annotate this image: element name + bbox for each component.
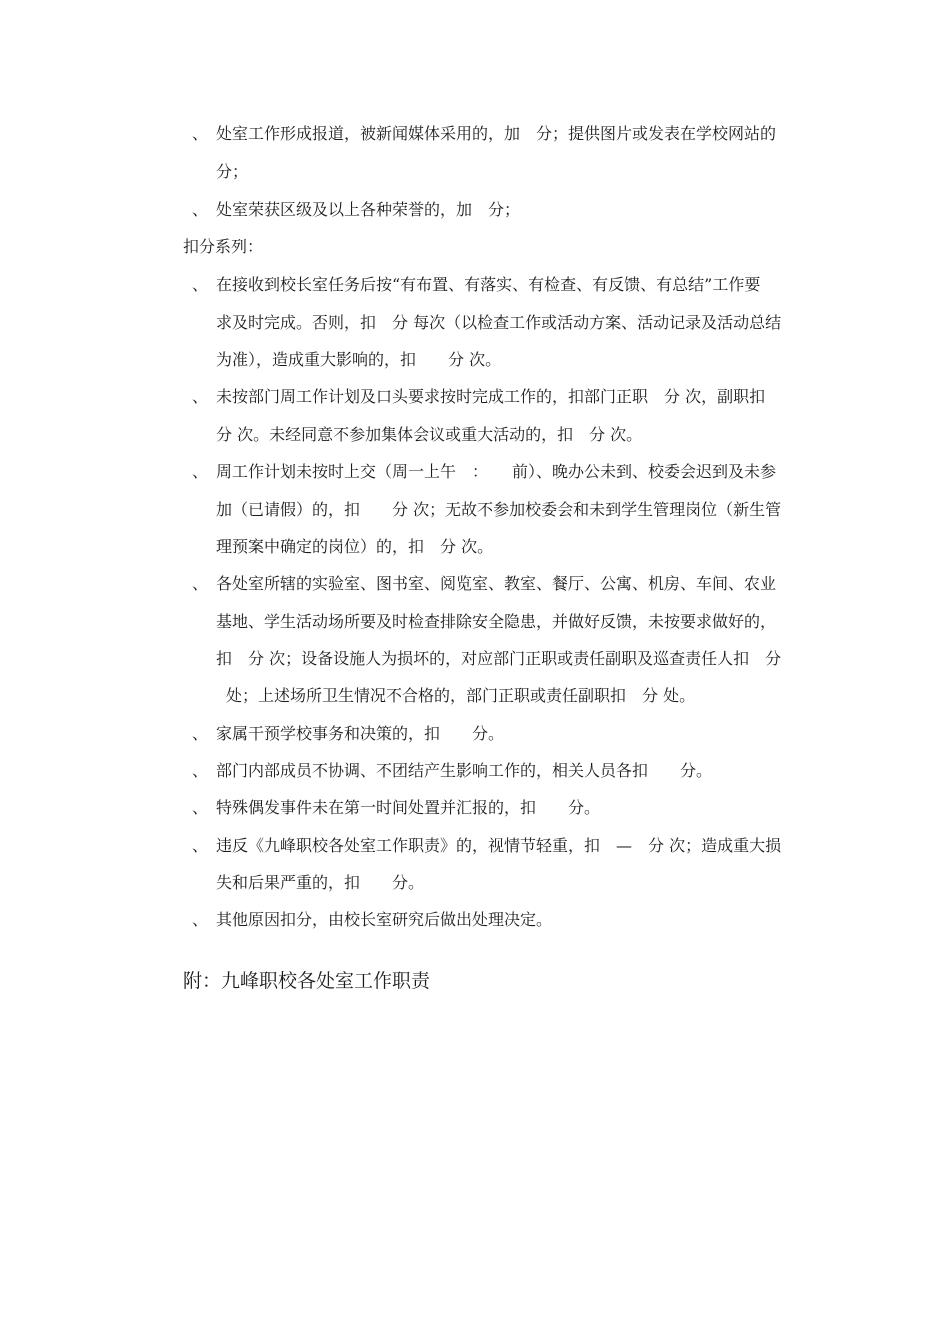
list-item-line: 部门内部成员不协调、不团结产生影响工作的，相关人员各扣 分。 bbox=[216, 761, 713, 780]
list-item-line: 其他原因扣分，由校长室研究后做出处理决定。 bbox=[216, 910, 553, 929]
list-item-line: 失和后果严重的，扣 分。 bbox=[216, 873, 425, 892]
list-marker: 、 bbox=[192, 761, 209, 780]
list-item-line: 理预案中确定的岗位）的，扣 分 次。 bbox=[216, 537, 494, 556]
list-marker: 、 bbox=[192, 724, 209, 743]
list-marker: 、 bbox=[192, 798, 209, 817]
list-item-line: 特殊偶发事件未在第一时间处置并汇报的，扣 分。 bbox=[216, 798, 601, 817]
list-item-line: 处室工作形成报道，被新闻媒体采用的，加 分；提供图片或发表在学校网站的 bbox=[216, 124, 777, 143]
list-marker: 、 bbox=[192, 387, 209, 406]
list-marker: 、 bbox=[192, 200, 209, 219]
list-item-line: 各处室所辖的实验室、图书室、阅览室、教室、餐厅、公寓、机房、车间、农业 bbox=[216, 574, 777, 593]
list-marker: 、 bbox=[192, 836, 209, 855]
list-item-line: 处；上述场所卫生情况不合格的，部门正职或责任副职扣 分 处。 bbox=[226, 686, 696, 705]
list-item-line: 分 次。未经同意不参加集体会议或重大活动的，扣 分 次。 bbox=[216, 425, 643, 444]
list-item-line: 基地、学生活动场所要及时检查排除安全隐患，并做好反馈，未按要求做好的， bbox=[216, 612, 777, 631]
list-item-line: 周工作计划未按时上交（周一上午 ： 前）、晚办公未到、校委会迟到及未参 bbox=[216, 462, 777, 481]
appendix-title: 附：九峰职校各处室工作职责 bbox=[183, 970, 431, 992]
list-item-line: 处室荣获区级及以上各种荣誉的，加 分； bbox=[216, 200, 521, 219]
list-marker: 、 bbox=[192, 462, 209, 481]
list-item-line: 扣 分 次；设备设施人为损坏的，对应部门正职或责任副职及巡查责任人扣 分 bbox=[216, 649, 782, 668]
list-marker: 、 bbox=[192, 275, 209, 294]
list-item-line: 加（已请假）的，扣 分 次；无故不参加校委会和未到学生管理岗位（新生管 bbox=[216, 500, 782, 519]
list-item-line: 分； bbox=[216, 162, 249, 181]
list-item-line: 违反《九峰职校各处室工作职责》的，视情节轻重，扣 — 分 次；造成重大损 bbox=[216, 836, 782, 855]
list-item-line: 未按部门周工作计划及口头要求按时完成工作的，扣部门正职 分 次，副职扣 bbox=[216, 387, 766, 406]
list-item-line: 家属干预学校事务和决策的，扣 分。 bbox=[216, 724, 505, 743]
list-item-line: 求及时完成。否则，扣 分 每次（以检查工作或活动方案、活动记录及活动总结 bbox=[216, 313, 782, 332]
list-marker: 、 bbox=[192, 910, 209, 929]
section-heading: 扣分系列： bbox=[183, 237, 264, 256]
list-marker: 、 bbox=[192, 574, 209, 593]
list-item-line: 为准），造成重大影响的，扣 分 次。 bbox=[216, 350, 502, 369]
list-item-line: 在接收到校长室任务后按“有布置、有落实、有检查、有反馈、有总结”工作要 bbox=[216, 275, 761, 294]
list-marker: 、 bbox=[192, 124, 209, 143]
